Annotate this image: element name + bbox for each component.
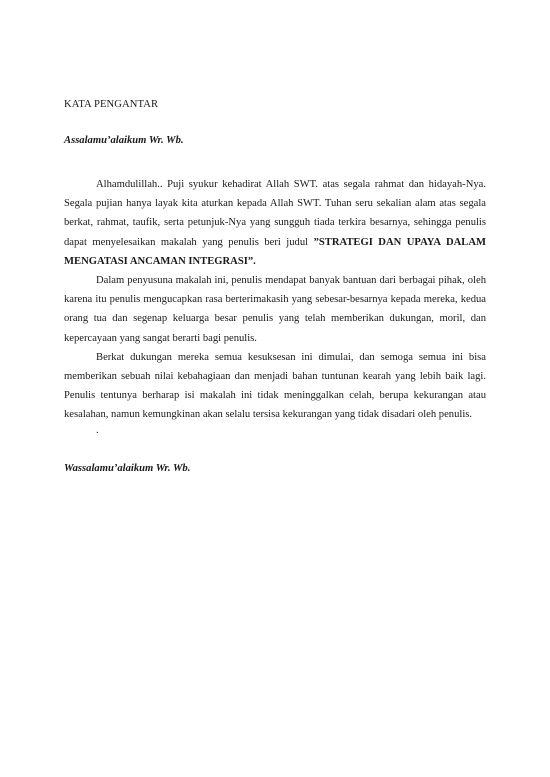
paper-title: ”STRATEGI DAN UPAYA DALAM MENGATASI ANCAMAN INTEGRASI”. [64,236,486,267]
paragraph-hope: Berkat dukungan mereka semua kesuksesan ini dimulai, dan semoga semua ini bisa memberikan sebuah nilai kebahagiaan dan menjadi bahan tuntunan kearah yang lebih baik lagi. Penulis tentunya berharap isi makalah ini tidak meninggalkan celah, berupa kekurangan atau kesalahan, namun kemungkinan akan selalu tersisa kekurangan yang tidak disadari oleh penulis. [64,351,486,421]
closing-greeting: Wassalamu’alaikum Wr. Wb. [64,462,191,474]
paragraph-intro [64,175,486,271]
paragraph-intro-text: Alhamdulillah.. Puji syukur kehadirat Allah SWT. atas segala rahmat dan hidayah-Nya. Segala pujian hanya layak kita aturkan kepada Allah SWT. Tuhan seru sekalian alam atas segala berkat, rahmat, taufik, serta petunjuk-Nya yang sungguh tiada terkira besarnya, sehingga penulis dapat menyelesaikan makalah yang penulis beri judul [64,179,486,248]
page-title: KATA PENGANTAR [64,99,159,110]
stray-mark: . [96,424,99,436]
document-body [64,97,486,477]
opening-greeting: Assalamu’alaikum Wr. Wb. [64,135,184,146]
paragraph-acknowledgement: Dalam penyusuna makalah ini, penulis mendapat banyak bantuan dari berbagai pihak, oleh karena itu penulis mengucapkan rasa berterimakasih yang sebesar-besarnya kepada mereka, kedua orang tua dan segenap keluarga besar penulis yang telah memberikan dukungan, moril, dan kepercayaan yang sangat berarti bagi penulis. [64,275,486,344]
